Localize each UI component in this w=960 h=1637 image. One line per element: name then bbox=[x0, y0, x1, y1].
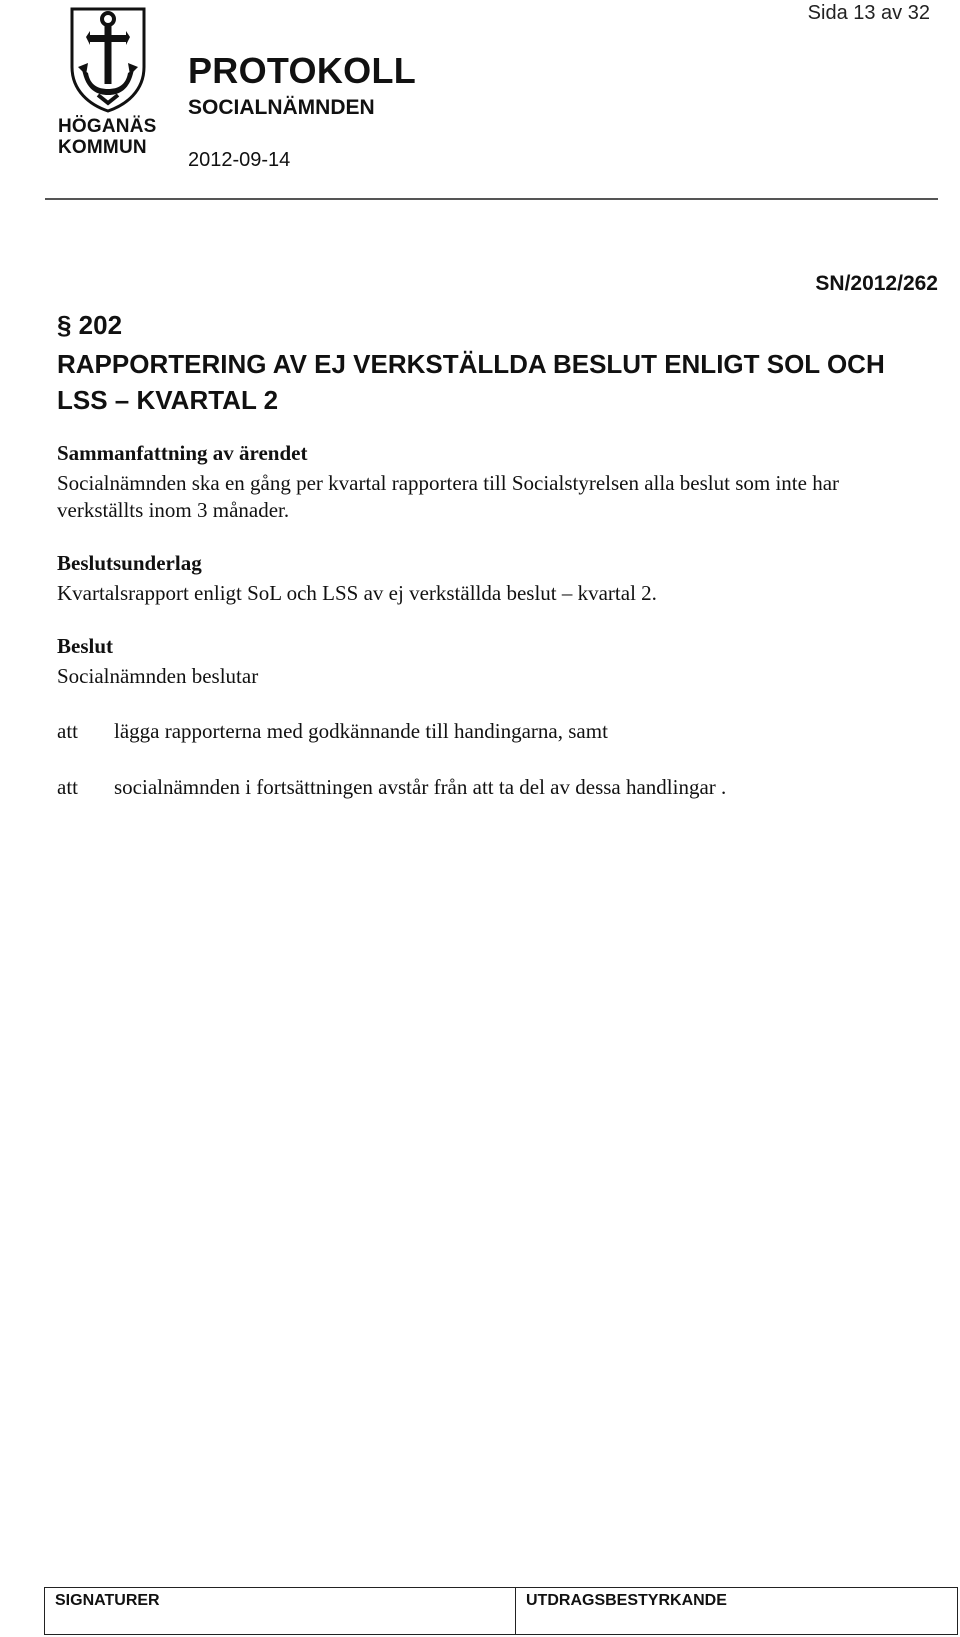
summary-label: Sammanfattning av ärendet bbox=[57, 441, 308, 465]
signature-table bbox=[44, 1587, 958, 1635]
decision-clause-label: att bbox=[57, 719, 78, 743]
meeting-date: 2012-09-14 bbox=[188, 149, 291, 171]
municipality-logo bbox=[58, 5, 170, 157]
decision-clause-text: socialnämnden i fortsättningen avstår från att ta del av dessa handlingar . bbox=[114, 775, 727, 799]
section-number: § 202 bbox=[57, 310, 123, 340]
basis-label: Beslutsunderlag bbox=[57, 551, 202, 575]
decision-intro: Socialnämnden beslutar bbox=[57, 664, 259, 688]
municipality-name-line2: KOMMUN bbox=[58, 137, 147, 158]
extract-certification-cell: UTDRAGSBESTYRKANDE bbox=[526, 1592, 727, 1609]
municipality-name-line1: HÖGANÄS bbox=[58, 116, 157, 137]
section-heading: RAPPORTERING AV EJ VERKSTÄLLDA BESLUT ENLIGT SOL OCH LSS – KVARTAL 2 bbox=[57, 349, 885, 415]
summary-text: Socialnämnden ska en gång per kvartal rapportera till Socialstyrelsen alla beslut som inte har verkställts inom 3 månader. bbox=[57, 471, 840, 522]
page-number: Sida 13 av 32 bbox=[807, 2, 930, 24]
decision-clause-text: lägga rapporterna med godkännande till handingarna, samt bbox=[114, 719, 608, 743]
document-title: PROTOKOLL bbox=[188, 50, 417, 91]
signatures-cell: SIGNATURER bbox=[45, 1588, 516, 1634]
coat-of-arms-icon bbox=[68, 5, 148, 113]
header-divider bbox=[45, 198, 938, 200]
committee-name: SOCIALNÄMNDEN bbox=[188, 96, 375, 119]
decision-clause-label: att bbox=[57, 775, 78, 799]
basis-text: Kvartalsrapport enligt SoL och LSS av ej verkställda beslut – kvartal 2. bbox=[57, 581, 657, 605]
decision-label: Beslut bbox=[57, 634, 114, 658]
case-number: SN/2012/262 bbox=[815, 272, 938, 295]
